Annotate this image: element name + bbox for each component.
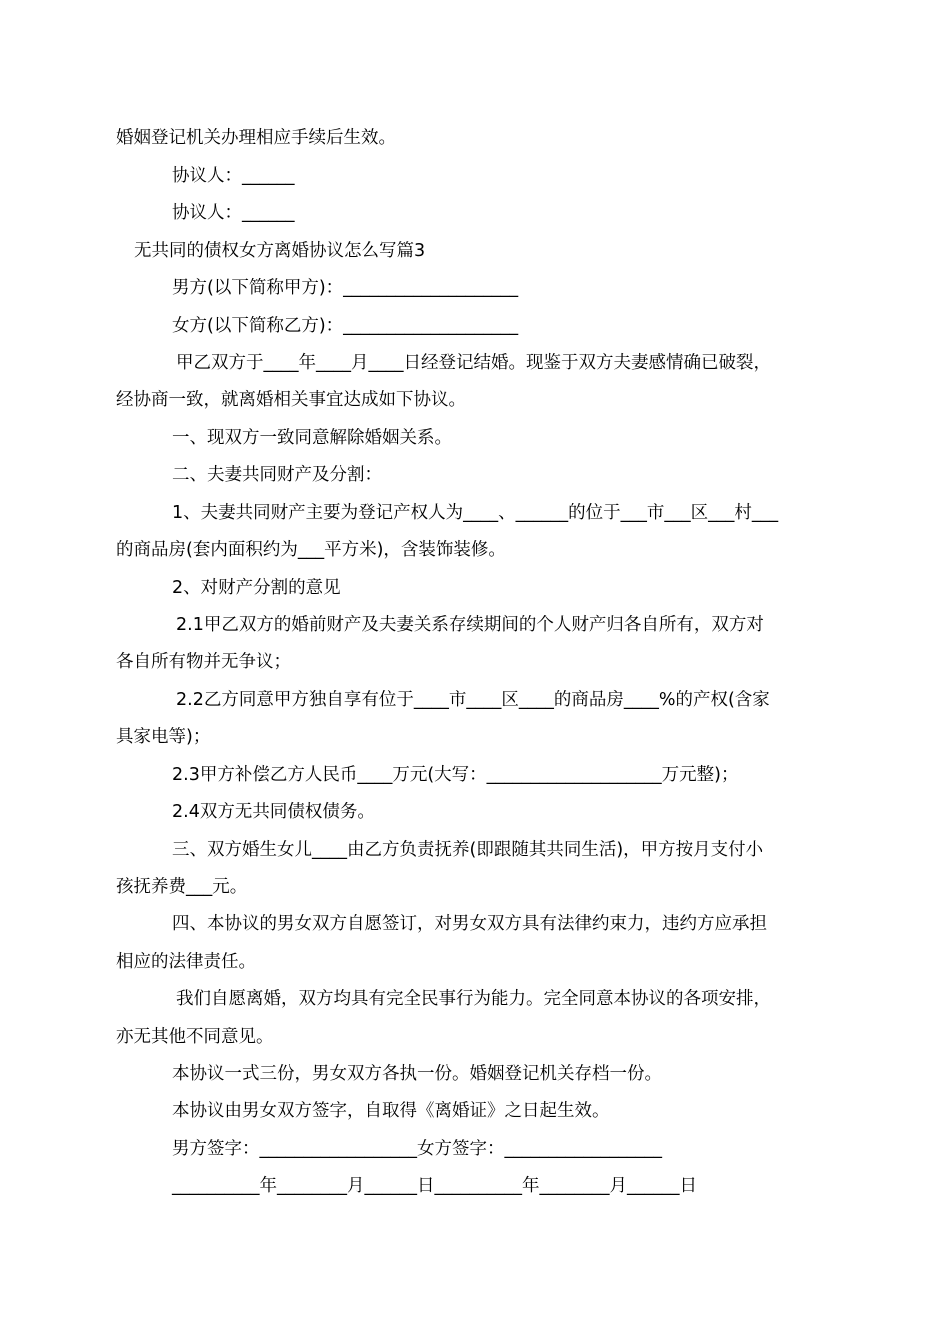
clause-line: 2.2乙方同意甲方独自享有位于____市____区____的商品房____%的产权(含家 (176, 690, 770, 710)
clause-line: 2、对财产分割的意见 (172, 578, 341, 598)
signatory-line: 协议人：______ (172, 166, 295, 186)
paragraph-line: 婚姻登记机关办理相应手续后生效。 (116, 128, 396, 148)
clause-line: 各自所有物并无争议； (116, 652, 291, 672)
clause-line: 2.3甲方补偿乙方人民币____万元(大写：____________________万元整)； (172, 765, 739, 785)
section-heading: 无共同的债权女方离婚协议怎么写篇3 (134, 241, 426, 261)
clause-line: 一、现双方一致同意解除婚姻关系。 (172, 428, 452, 448)
signatory-line: 协议人：______ (172, 203, 295, 223)
clause-line: 2.4双方无共同债权债务。 (172, 802, 375, 822)
paragraph-line: 本协议一式三份，男女双方各执一份。婚姻登记机关存档一份。 (172, 1064, 662, 1084)
party-line-female: 女方(以下简称乙方)：____________________ (172, 316, 519, 336)
clause-line: 孩抚养费___元。 (116, 877, 248, 897)
paragraph-line: 我们自愿离婚，双方均具有完全民事行为能力。完全同意本协议的各项安排， (176, 989, 771, 1009)
paragraph-line: 甲乙双方于____年____月____日经登记结婚。现鉴于双方夫妻感情确已破裂， (176, 353, 771, 373)
clause-line: 1、夫妻共同财产主要为登记产权人为____、______的位于___市___区___村___ (172, 503, 779, 523)
signature-line: 男方签字：__________________女方签字：__________________ (172, 1139, 662, 1159)
clause-line: 的商品房(套内面积约为___平方米)，含装饰装修。 (116, 540, 506, 560)
paragraph-line: 亦无其他不同意见。 (116, 1027, 274, 1047)
clause-line: 四、本协议的男女双方自愿签订，对男女双方具有法律约束力，违约方应承担 (172, 914, 767, 934)
clause-line: 2.1甲乙双方的婚前财产及夫妻关系存续期间的个人财产归各自所有，双方对 (176, 615, 764, 635)
clause-line: 二、夫妻共同财产及分割： (172, 465, 382, 485)
date-line: __________年________月______日__________年________月______日 (172, 1176, 697, 1196)
clause-line: 相应的法律责任。 (116, 952, 256, 972)
clause-line: 三、双方婚生女儿____由乙方负责抚养(即跟随其共同生活)，甲方按月支付小 (172, 840, 764, 860)
party-line-male: 男方(以下简称甲方)：____________________ (172, 278, 519, 298)
paragraph-line: 本协议由男女双方签字，自取得《离婚证》之日起生效。 (172, 1101, 610, 1121)
clause-line: 具家电等)； (116, 727, 211, 747)
paragraph-line: 经协商一致，就离婚相关事宜达成如下协议。 (116, 390, 466, 410)
